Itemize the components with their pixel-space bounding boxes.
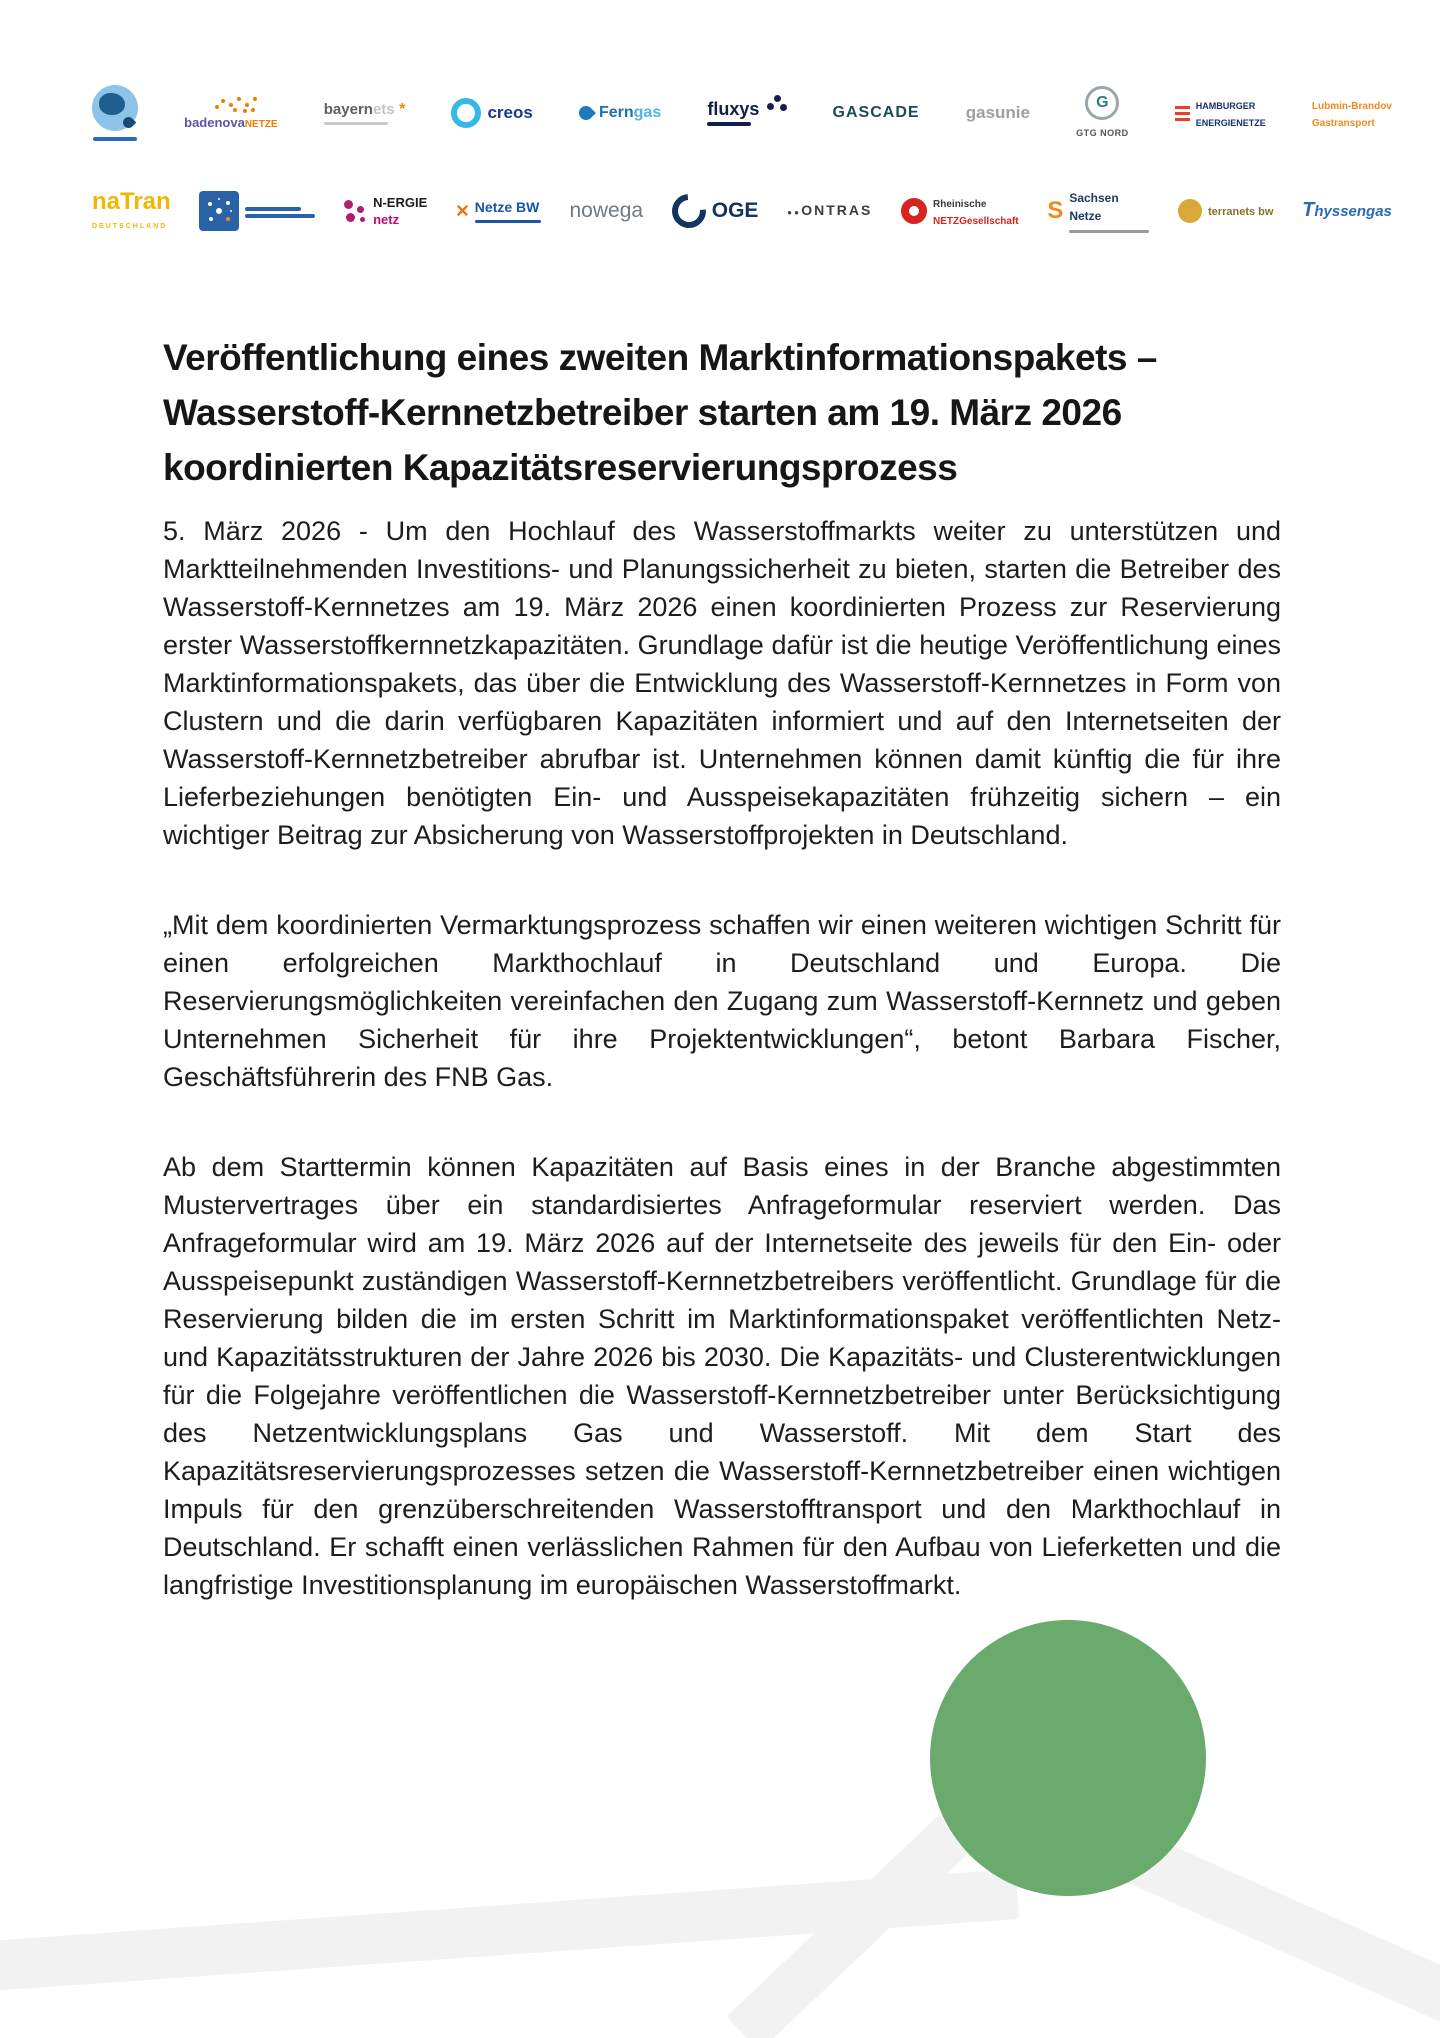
- logo-wasserstoffnetz-blue: [92, 85, 138, 141]
- dots2-icon: [767, 103, 774, 110]
- logo-wordmark-text: Rheinische: [933, 198, 987, 210]
- logo-gtg-nord: [1076, 86, 1129, 140]
- logo-wordmark-line: [569, 200, 643, 223]
- logo-n-ergie-netz: [344, 194, 427, 229]
- logo-text-block: [1312, 96, 1392, 131]
- logo-wordmark-text: NETZGesellschaft: [933, 216, 1019, 227]
- logo-wordmark-text: ets: [372, 101, 395, 119]
- logo-wordmark-text: Gastransport: [1311, 118, 1375, 129]
- logo-creos: [451, 98, 532, 128]
- logo-gasunie: [966, 104, 1030, 122]
- logo-sachsen-netze: [1047, 189, 1149, 233]
- logo-wordmark-line: [1196, 96, 1256, 113]
- logo-text-block: [1302, 200, 1392, 222]
- logo-text-block: [933, 194, 1019, 229]
- logo-wordmark-text: *: [394, 101, 406, 119]
- logo-text-block: [833, 104, 920, 121]
- logo-fluxys: [707, 100, 786, 126]
- cluster-icon: [344, 200, 353, 209]
- logo-wordmark-line: [599, 104, 661, 121]
- logo-wordmark-text: netz: [373, 212, 400, 227]
- drop-icon: [576, 103, 596, 123]
- logo-bayernets: [324, 101, 406, 124]
- logo-rheinische-netzgesellschaft: [901, 194, 1019, 229]
- logo-wordmark-text: Sachsen: [1069, 191, 1119, 206]
- logo-text-block: [92, 189, 171, 232]
- logo-text-block: [373, 194, 427, 229]
- logo-text-block: [707, 100, 759, 126]
- logo-wordmark-text: hyssengas: [1314, 203, 1392, 221]
- decor-green-circle: [930, 1620, 1206, 1896]
- hbars-icon: [1175, 106, 1190, 121]
- logo-wordmark-line: [1312, 96, 1392, 113]
- logo-wordmark-line: [833, 104, 920, 121]
- logo-ferngas: [579, 104, 661, 121]
- body-paragraph-details: Ab dem Starttermin können Kapazitäten auf Basis eines in der Branche abgestimmten Mustervertrages über ein standardisiertes Anfrageformular reserviert werden. Das Anfrageformular wird am 19. März 2026 auf der Internetseite des jeweils für den Ein- oder Ausspeisepunkt zuständigen Wasserstoff-Kernnetzbetreibers veröffentlicht. Grundlage für die Reservierung bilden die im ersten Schritt im Marktinformationspaket veröffentlichten Netz- und Kapazitätsstrukturen der Jahre 2026 bis 2030. Die Kapazitäts- und Clusterentwicklungen für die Folgejahre veröffentlichen die Wasserstoff-Kernnetzbetreiber unter Berücksichtigung des Netzentwicklungsplans Gas und Wasserstoff. Mit dem Start des Kapazitätsreservierungsprozesses setzen die Wasserstoff-Kernnetzbetreiber einen wichtigen Impuls für den grenzüberschreitenden Wasserstofftransport und den Markthochlauf in Deutschland. Er schafft einen verlässlichen Rahmen für den Aufbau von Lieferketten und die langfristige Investitionsplanung im europäischen Wasserstoffmarkt.: [163, 1152, 1281, 1600]
- logo-tagline-bar: [93, 137, 137, 141]
- logo-text-block: [599, 104, 661, 121]
- logo-text-block: [487, 104, 532, 122]
- logo-wordmark-line: [933, 194, 986, 211]
- oge-icon: [665, 187, 713, 235]
- logo-tagline-bar: [245, 207, 301, 211]
- logo-row-1: [92, 76, 1392, 150]
- logo-thyssengas: [1302, 200, 1392, 222]
- logo-wordmark-text: creos: [487, 102, 533, 122]
- logo-oge: [672, 194, 759, 228]
- logo-text-block: [1208, 202, 1273, 219]
- logo-wordmark-text: HAMBURGER: [1195, 100, 1256, 111]
- logo-wordmark-text: T: [1302, 199, 1315, 222]
- logo-wordmark-line: [475, 199, 540, 216]
- logo-wordmark-text: GTG NORD: [1076, 127, 1129, 138]
- logo-tagline-bar: [1069, 230, 1149, 233]
- logo-wordmark-text: gas: [633, 104, 662, 122]
- logo-wordmark-line: [707, 100, 759, 119]
- logo-tagline-bar: [707, 122, 751, 126]
- logo-wordmark-line: [1196, 113, 1266, 130]
- square-icon: [199, 191, 239, 231]
- rosette-icon: [901, 198, 927, 224]
- logo-text-block: [1196, 96, 1266, 131]
- logo-wordmark-text: badenova: [184, 114, 245, 130]
- logo-wordmark-line: [712, 200, 759, 223]
- page-title: Veröffentlichung eines zweiten Marktinformationspakets – Wasserstoff-Kernnetzbetreiber starten am 19. März 2026 koordinierten Kapazitätsreservierungsprozess: [163, 337, 1157, 488]
- logo-wordmark-text: Netze BW: [474, 199, 540, 216]
- speckles-icon: [229, 103, 233, 107]
- logo-wordmark-text: fluxys: [707, 98, 760, 119]
- logo-wordmark-line: [324, 101, 406, 118]
- logo-wordmark-text: DEUTSCHLAND: [92, 223, 168, 231]
- body-paragraph-quote: „Mit dem koordinierten Vermarktungsprozess schaffen wir einen weiteren wichtigen Schritt für einen erfolgreichen Markthochlauf in Deutschland und Europa. Die Reservierungsmöglichkeiten vereinfachen den Zugang zum Wasserstoff-Kernnetz und geben Unternehmen Sicherheit für ihre Projektentwicklungen“, betont Barbara Fischer, Geschäftsführerin des FNB Gas.: [163, 910, 1281, 1092]
- circle-icon: [1178, 199, 1202, 223]
- logo-wordmark-line: [1302, 200, 1392, 222]
- logo-text-block: [324, 101, 406, 124]
- logo-wordmark-line: [184, 114, 277, 131]
- logo-row-2: [92, 178, 1392, 244]
- logo-hamburger-energienetze: [1175, 96, 1266, 131]
- logo-wordmark-line: [1208, 202, 1273, 219]
- logo-wordmark-text: N-ERGIE: [373, 194, 428, 210]
- logo-terranets-bw: [1178, 199, 1273, 223]
- logo-wordmark-text: Netze: [1069, 208, 1102, 223]
- logo-wordmark-text: ONTRAS: [801, 202, 873, 219]
- logo-text-block: [475, 199, 541, 222]
- logo-lubmin-brandov-gastransport: [1312, 96, 1392, 131]
- logo-wordmark-line: [966, 104, 1030, 122]
- logo-wordmark-text: NETZE: [244, 118, 278, 130]
- logo-wordmark-line: [1069, 189, 1118, 206]
- logo-wordmark-text: nowega: [569, 198, 644, 222]
- logo-wordmark-text: naTran: [92, 188, 171, 216]
- article-body: [163, 512, 1281, 1604]
- logo-tagline-bar: [475, 220, 541, 223]
- logo-wordmark-line: [933, 211, 1019, 228]
- ringG-icon: G: [1085, 86, 1119, 120]
- logo-wordmark-line: [373, 211, 399, 228]
- logo-wordmark-line: [1312, 113, 1375, 130]
- logo-badenova-netze: [184, 95, 277, 131]
- logo-wordmark-text: ENERGIENETZE: [1195, 118, 1266, 128]
- logo-wordmark-text: Lubmin-Brandov: [1311, 100, 1392, 112]
- logo-wordmark-line: [1076, 123, 1129, 140]
- logo-text-block: [966, 104, 1030, 122]
- glyph-icon: ×: [455, 197, 469, 223]
- logo-wordmark-text: ● ●: [787, 208, 802, 218]
- logo-wordmark-text: Fern: [598, 104, 634, 122]
- logo-nbb-netzgesellschaft: [199, 191, 315, 231]
- logo-wordmark-text: OGE: [711, 198, 759, 222]
- logo-tagline-bar: [245, 214, 315, 218]
- logo-wordmark-text: GASCADE: [832, 104, 920, 122]
- globe-icon: [92, 85, 138, 131]
- logo-wordmark-line: [92, 215, 167, 232]
- logo-netze-bw: [456, 199, 541, 222]
- logo-wordmark-text: gasunie: [965, 102, 1030, 122]
- logo-text-block: [93, 134, 137, 141]
- logo-ontras: [787, 202, 872, 219]
- logo-text-block: [1076, 123, 1129, 140]
- logo-wordmark-line: [1069, 207, 1101, 224]
- ring-icon: [451, 98, 481, 128]
- logo-wordmark-line: [373, 194, 427, 211]
- logo-tagline-bar: [324, 122, 388, 125]
- body-paragraph-intro: 5. März 2026 - Um den Hochlauf des Wasserstoffmarkts weiter zu unterstützen und Marktteilnehmenden Investitions- und Planungssicherheit zu bieten, starten die Betreiber des Wasserstoff-Kernnetzes am 19. März 2026 einen koordinierten Prozess zur Reservierung erster Wasserstoffkernnetzkapazitäten. Grundlage dafür ist die heutige Veröffentlichung eines Marktinformationspakets, das über die Entwicklung des Wasserstoff-Kernnetzes in Form von Clustern und die darin verfügbaren Kapazitäten informiert und auf den Internetseiten der Wasserstoff-Kernnetzbetreiber abrufbar ist. Unternehmen können damit künftig die für ihre Lieferbeziehungen benötigten Ein- und Ausspeisekapazitäten frühzeitig sichern – ein wichtiger Beitrag zur Absicherung von Wasserstoffprojekten in Deutschland.: [163, 516, 1281, 850]
- logo-gascade: [833, 104, 920, 121]
- logo-wordmark-text: terranets bw: [1208, 206, 1274, 219]
- logo-text-block: [569, 200, 643, 223]
- glyph-icon: S: [1047, 197, 1064, 224]
- logo-text-block: [184, 114, 277, 131]
- logo-text-block: [712, 200, 759, 223]
- logo-text-block: [1069, 189, 1149, 233]
- logo-natran-deutschland: [92, 189, 171, 232]
- logo-nowega: [569, 200, 643, 223]
- logo-wordmark-line: [487, 104, 532, 122]
- logo-text-block: [245, 204, 315, 218]
- logo-wordmark-line: [787, 202, 872, 219]
- logo-text-block: [787, 202, 872, 219]
- logo-wordmark-text: bayern: [323, 101, 373, 119]
- logo-wordmark-line: [92, 189, 171, 215]
